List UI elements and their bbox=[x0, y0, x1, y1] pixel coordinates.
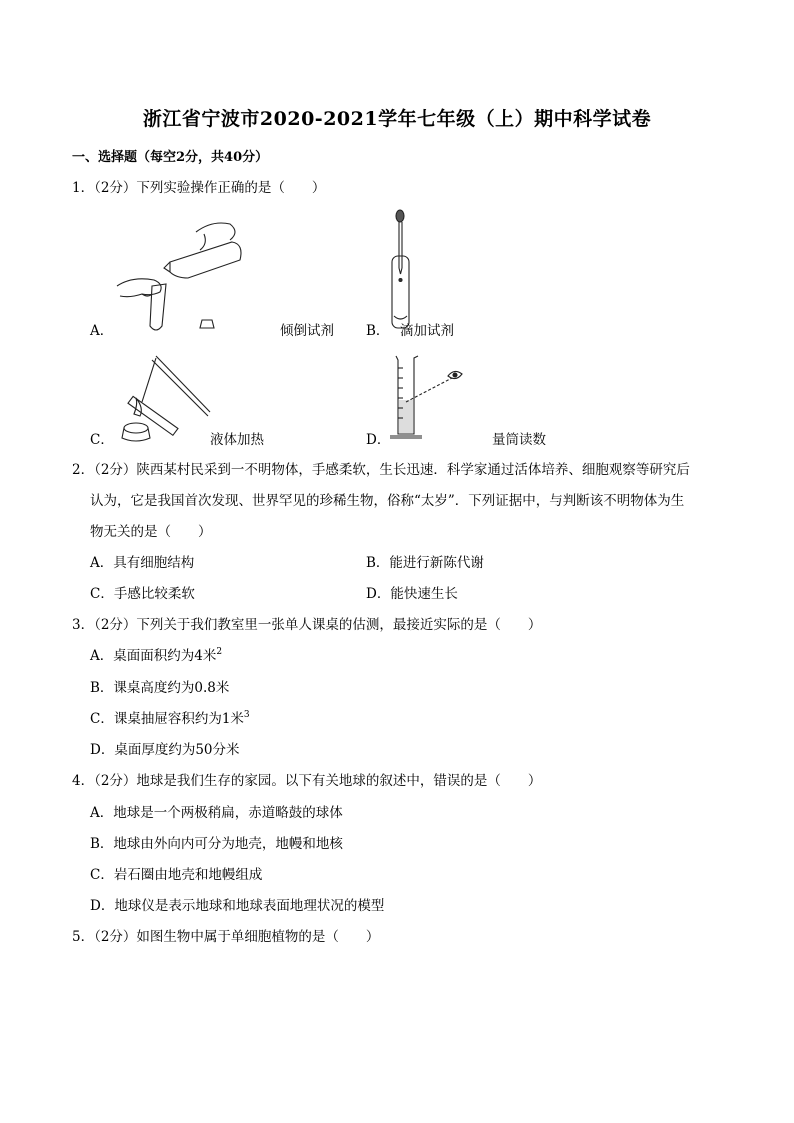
question-4-stem: 4．（2分）地球是我们生存的家园。以下有关地球的叙述中，错误的是（ ） bbox=[72, 773, 542, 789]
question-2-stem-line-1: 2．（2分）陕西某村民采到一不明物体，手感柔软，生长迅速．科学家通过活体培养、细胞观察等研究后 bbox=[72, 462, 690, 478]
pouring-reagent-illustration bbox=[112, 214, 252, 334]
superscript: 2 bbox=[216, 647, 223, 657]
section-heading: 一、选择题（每空2分，共40分） bbox=[72, 150, 269, 165]
q1-option-c-letter: C． bbox=[90, 432, 114, 448]
q4-option-c: C．岩石圈由地壳和地幔组成 bbox=[90, 867, 263, 883]
q2-option-b: B．能进行新陈代谢 bbox=[366, 555, 484, 571]
q1-option-b-letter: B． bbox=[366, 323, 390, 339]
q4-option-b: B．地球由外向内可分为地壳，地幔和地核 bbox=[90, 836, 343, 852]
q1-option-a-letter: A． bbox=[90, 323, 114, 339]
q2-option-c: C．手感比较柔软 bbox=[90, 586, 195, 602]
q3-option-b: B．课桌高度约为0.8米 bbox=[90, 680, 230, 696]
q1-option-c-caption: 液体加热 bbox=[210, 432, 264, 448]
question-2-stem-line-3: 物无关的是（ ） bbox=[90, 524, 212, 540]
q3-option-a: A．桌面面积约为4米$^2$ bbox=[90, 647, 223, 664]
superscript: 3 bbox=[243, 710, 250, 720]
liquid-heating-illustration bbox=[112, 352, 212, 444]
question-3-stem: 3．（2分）下列关于我们教室里一张单人课桌的估测，最接近实际的是（ ） bbox=[72, 617, 542, 633]
q4-option-a: A．地球是一个两极稍扁，赤道略鼓的球体 bbox=[90, 805, 343, 821]
page-title: 浙江省宁波市2020-2021学年七年级（上）期中科学试卷 bbox=[142, 108, 652, 130]
q1-option-d-letter: D． bbox=[366, 432, 391, 448]
question-5-stem: 5．（2分）如图生物中属于单细胞植物的是（ ） bbox=[72, 929, 380, 945]
question-2-stem-line-2: 认为，它是我国首次发现、世界罕见的珍稀生物，俗称“太岁”．下列证据中，与判断该不明物体为生 bbox=[90, 493, 685, 509]
q3-option-c: C．课桌抽屉容积约为1米$^3$ bbox=[90, 710, 250, 727]
q1-option-b-caption: 滴加试剂 bbox=[400, 323, 454, 339]
q1-option-d-caption: 量筒读数 bbox=[492, 432, 546, 448]
graduated-cylinder-reading-illustration bbox=[388, 354, 468, 444]
q3-option-d: D．桌面厚度约为50分米 bbox=[90, 742, 240, 758]
q2-option-a: A．具有细胞结构 bbox=[90, 555, 195, 571]
q1-option-a-caption: 倾倒试剂 bbox=[280, 323, 334, 339]
dropper-illustration bbox=[386, 208, 416, 334]
question-1-stem: 1．（2分）下列实验操作正确的是（ ） bbox=[72, 180, 326, 196]
q4-option-d: D．地球仪是表示地球和地球表面地理状况的模型 bbox=[90, 898, 385, 914]
q2-option-d: D．能快速生长 bbox=[366, 586, 458, 602]
